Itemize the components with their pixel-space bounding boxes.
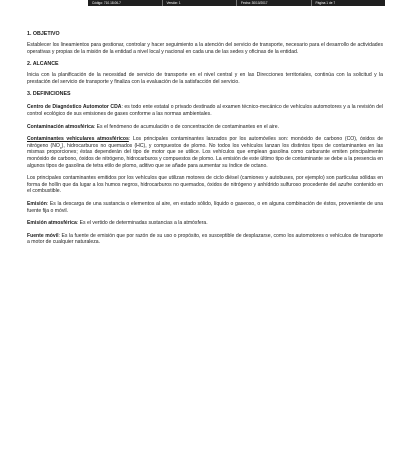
section-definiciones-title: 3. DEFINICIONES (27, 91, 71, 98)
definition-contaminantes-term: Contaminantes vehiculares atmosféricos (27, 136, 129, 143)
definition-fuente-movil (27, 233, 383, 246)
document-header-bar (88, 0, 385, 6)
definition-cda (27, 104, 383, 117)
section-objetivo-title: 1. OBJETIVO (27, 31, 60, 37)
document-body (27, 31, 383, 246)
definition-contaminantes-diesel: Los principales contaminantes emitidos por los vehículos que utilizan motores de ciclo diésel (camiones y autobuses, por ejemplo) son partículas sólidas en forma de hollín que da lugar a los humos negros, hidrocarburos no quemados, óxidos de nitrógeno y anhídrido sulfuroso procedente del azufre contenido en el combustible. (27, 175, 383, 195)
definition-cda-text: : es todo ente estatal o privado destinado al examen técnico-mecánico de vehículos automotores y a la revisión del control ecológico de sus emisiones de gases conforme a las normas ambientales. (27, 104, 383, 117)
definition-emision-atmosferica-text: : Es el vertido de determinadas sustancias a la atmósfera. (76, 220, 208, 227)
definition-emision-atmosferica (27, 220, 383, 227)
section-alcance-title: 2. ALCANCE (27, 61, 59, 68)
definition-fuente-movil-text: : Es la fuente de emisión que por razón de su uso o propósito, es susceptible de desplazarse, como los automotores o vehículos de transporte a motor de cualquier naturaleza. (27, 232, 383, 246)
header-codigo: Código: 710.18.06-7 (92, 1, 121, 5)
section-objetivo-text: Establecer los lineamientos para gestionar, controlar y hacer seguimiento a la atención del servicio de transporte, necesario para el desarrollo de actividades operativas y propias de la misión de la entidad a nivel local y nacional en cada una de las sedes y oficinas de la entidad. (27, 42, 383, 55)
definition-contaminantes-text-b: ), hidrocarburos no quemados (HC), y compuestos de plomo. No todos los vehículos lanzan los distintos tipos de contaminantes en las mismas proporciones; éstas dependerán del tipo de motor que se utilice. Los vehículos que emplean gasolina como carburante emiten principalmente monóxido de carbono, óxidos de nitrógeno, hidrocarburos y compuestos de plomo. La emisión de este último tipo de contaminante se debe a la presencia en algunos tipos de gasolina de tetra etilo de plomo, aditivo que se añade para aumentar su índice de octano. (27, 142, 383, 169)
definition-emision-atmosferica-term: Emisión atmosférica (27, 220, 77, 227)
definition-contaminantes-subscript: x (59, 145, 62, 150)
definition-cda-term: Centro de Diagnóstico Automotor CDA (27, 104, 122, 111)
definition-contaminantes-text-a: : Los principales contaminantes lanzados por los automóviles son: monóxido de carbono (CO), óxidos de nitrógeno (NO (27, 136, 383, 149)
definition-emision-term: Emisión (27, 200, 47, 207)
definition-fuente-movil-term: Fuente móvil (27, 232, 59, 239)
definition-contaminacion-text: : Es el fenómeno de acumulación o de concentración de contaminantes en el aire. (93, 123, 280, 130)
header-pagina: Página 1 de 7 (311, 0, 386, 6)
header-version: Versión: 1 (162, 0, 237, 6)
definition-contaminacion-term: Contaminación atmosférica (27, 123, 94, 130)
section-alcance-text: Inicia con la planificación de la necesidad de servicio de transporte en el nivel central y en las Direcciones territoriales, continúa con la solicitud y la prestación del servicio de transporte y finaliza con la evaluación de la satisfacción del servicio. (27, 72, 383, 85)
definition-emision-text: : Es la descarga de una sustancia o elementos al aire, en estado sólido, líquido o gaseoso, o en alguna combinación de éstos, proveniente de una fuente fija o móvil. (27, 200, 383, 214)
header-fecha: Fecha: 30/10/2017 (236, 0, 311, 6)
definition-contaminantes (27, 136, 383, 169)
definition-contaminacion (27, 124, 383, 131)
definition-emision (27, 201, 383, 214)
